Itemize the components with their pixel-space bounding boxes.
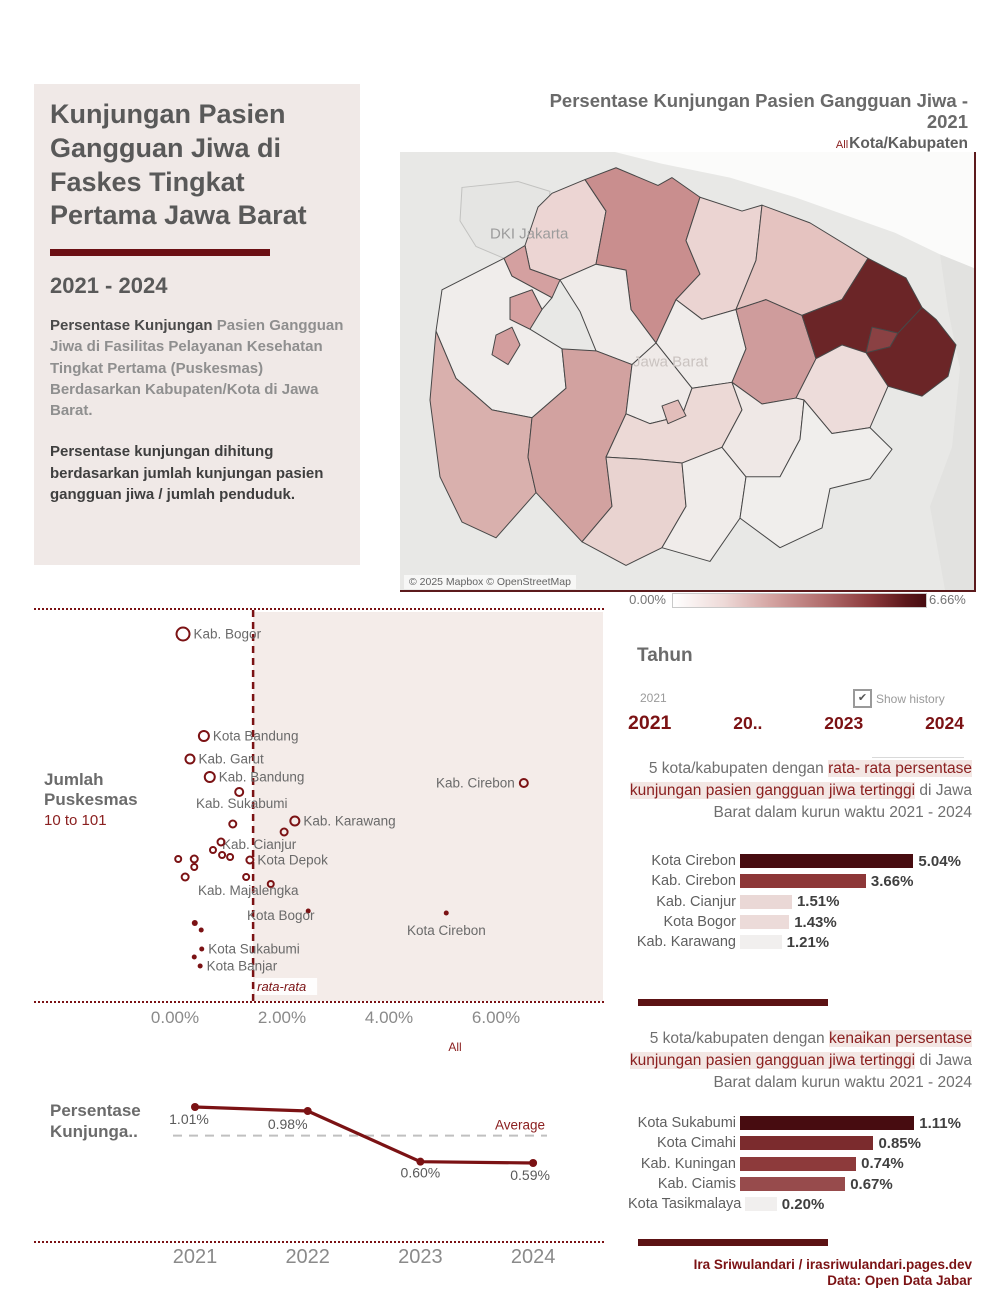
bar-row <box>628 1154 978 1174</box>
dki-label: DKI Jakarta <box>490 226 569 243</box>
size-legend-range: 10 to 101 <box>44 811 107 829</box>
line-point[interactable] <box>304 1107 312 1115</box>
scatter-bottom-border <box>34 1001 604 1003</box>
bar-label: Kota Cirebon <box>651 853 736 870</box>
bar-value: 1.43% <box>794 913 837 931</box>
text-segment: rata- rata persentase kunjungan pasien gangguan jiwa tertinggi <box>629 760 972 799</box>
bar-value: 1.11% <box>919 1114 961 1132</box>
text-segment: di Jawa Barat dalam kurun waktu 2021 - 2024 <box>713 1052 972 1091</box>
filter-value[interactable]: All <box>835 139 849 151</box>
average-band <box>253 612 603 1001</box>
bar-value: 1.51% <box>796 893 840 911</box>
show-history-control[interactable] <box>853 689 945 708</box>
line-chart-ylabel: Persentase Kunjunga.. <box>50 1101 141 1142</box>
year-tick-label: 2023 <box>398 1246 443 1268</box>
scatter-point[interactable] <box>444 911 449 916</box>
tahun-heading: Tahun <box>637 645 693 666</box>
bar[interactable] <box>740 1157 856 1171</box>
map-attribution: © 2025 Mapbox © OpenStreetMap <box>404 575 576 589</box>
scatter-point-label: Kab. Sukabumi <box>196 796 288 811</box>
year-slider-label-2023[interactable]: 2023 <box>824 713 864 733</box>
x-tick-label: 2.00% <box>257 1008 307 1027</box>
scatter-point-label: Kab. Majalengka <box>198 883 299 898</box>
description-1 <box>50 315 344 421</box>
bar-value: 0.74% <box>861 1155 904 1173</box>
year-tick-label: 2024 <box>510 1246 556 1268</box>
bar-label: Kab. Cianjur <box>656 893 736 910</box>
scatter-point[interactable] <box>219 852 225 858</box>
bar-row <box>628 912 978 932</box>
bar[interactable] <box>740 1136 873 1150</box>
scatter-point[interactable] <box>227 854 233 860</box>
bar-row <box>628 1113 978 1133</box>
filter-label: Kota/Kabupaten <box>849 135 968 152</box>
scatter-point-label: Kota Sukabumi <box>208 941 300 957</box>
bar-row <box>628 851 978 871</box>
scatter-point[interactable] <box>192 920 198 926</box>
text-segment: 5 kota/kabupaten dengan <box>648 760 829 777</box>
scatter-axis-caption: All <box>448 1040 462 1054</box>
scatter-point-label: Kota Banjar <box>206 958 278 974</box>
line-point[interactable] <box>529 1159 537 1167</box>
scatter-point[interactable] <box>243 874 249 880</box>
bar-label: Kab. Karawang <box>636 934 736 951</box>
bar-label: Kota Tasikmalaya <box>628 1196 742 1213</box>
bar-row <box>628 892 978 912</box>
scatter-point[interactable] <box>246 857 253 864</box>
bar-label: Kab. Cirebon <box>651 873 736 890</box>
scatter-point-label: Kota Bogor <box>247 908 315 923</box>
year-slider-label-20[interactable]: 20.. <box>733 713 763 733</box>
scatter-point[interactable] <box>177 628 190 641</box>
bar-row <box>628 1133 978 1153</box>
line-point-value: 0.59% <box>510 1167 550 1183</box>
line-bottom-border <box>34 1241 604 1243</box>
choropleth-map[interactable] <box>400 152 976 592</box>
line-point-value: 1.01% <box>169 1111 209 1127</box>
text-segment: Persentase Kunjungan <box>50 317 217 334</box>
bar-value: 0.20% <box>781 1195 825 1213</box>
bar-row <box>628 1194 978 1214</box>
year-slider-label-2024[interactable]: 2024 <box>925 713 964 733</box>
title-underline <box>50 249 270 256</box>
bar[interactable] <box>740 854 913 868</box>
bar[interactable] <box>740 1177 845 1191</box>
year-tick-label: 2022 <box>285 1246 330 1268</box>
bar-row <box>628 1174 978 1194</box>
period-label: 2021 - 2024 <box>50 273 168 298</box>
bar-value: 0.67% <box>850 1175 893 1193</box>
bar-row <box>628 871 978 891</box>
scatter-point-label: Kab. Cirebon <box>436 775 515 791</box>
legend-max-label: 6.66% <box>929 592 966 607</box>
text-segment: di Jawa Barat dalam kurun waktu 2021 - 2024 <box>713 782 972 821</box>
scatter-point-label: Kab. Karawang <box>303 813 396 829</box>
scatter-point[interactable] <box>199 928 204 933</box>
bar-label: Kab. Ciamis <box>657 1176 736 1193</box>
scatter-point[interactable] <box>235 788 243 796</box>
description-2: Persentase kunjungan dihitung berdasarkan jumlah kunjungan pasien gangguan jiwa / jumlah penduduk. <box>50 443 324 504</box>
avg-line-label: rata-rata <box>257 979 307 994</box>
bar[interactable] <box>740 915 789 929</box>
show-history-checkbox[interactable]: ✔ <box>853 689 872 708</box>
x-tick-label: 0.00% <box>150 1008 200 1027</box>
top5-increase-bars <box>628 1113 978 1214</box>
legend-min-label: 0.00% <box>629 592 666 607</box>
line-x-axis <box>34 1246 604 1274</box>
scatter-point[interactable] <box>198 964 203 969</box>
year-slider[interactable] <box>628 712 964 735</box>
line-point[interactable] <box>191 1103 199 1111</box>
scatter-point[interactable] <box>182 874 189 881</box>
title-card <box>34 84 360 565</box>
scatter-point[interactable] <box>175 856 181 862</box>
scatter-point[interactable] <box>199 731 209 741</box>
bar-row <box>628 932 978 952</box>
x-tick-label: 6.00% <box>471 1008 521 1027</box>
scatter-point[interactable] <box>205 772 215 782</box>
scatter-point-label: Kota Depok <box>257 852 328 868</box>
scatter-point[interactable] <box>229 821 236 828</box>
year-tick-label: 2021 <box>172 1246 218 1268</box>
jabar-map-svg <box>400 152 974 590</box>
bar-value: 0.85% <box>878 1134 921 1152</box>
text-segment: Pasien Gangguan Jiwa di Fasilitas Pelayanan Kesehatan Tingkat Pertama (Puskesmas) Berdasarkan Kabupaten/Kota di Jawa Barat. <box>50 317 344 420</box>
scatter-point-label: Kab. Garut <box>198 751 264 767</box>
bar[interactable] <box>740 1116 914 1130</box>
footer-credit: Ira Sriwulandari / irasriwulandari.pages.dev <box>693 1257 972 1272</box>
divider-2 <box>638 1239 828 1246</box>
x-tick-label: 4.00% <box>364 1008 414 1027</box>
scatter-x-axis <box>34 1008 604 1032</box>
show-history-label: Show history <box>876 691 945 706</box>
bar-label: Kota Bogor <box>663 914 736 931</box>
average-line-label: Average <box>494 1117 545 1133</box>
size-legend <box>44 770 184 829</box>
footer-source: Data: Open Data Jabar <box>827 1273 972 1289</box>
scatter-point-label: Kota Cirebon <box>407 923 486 938</box>
bar-label: Kota Sukabumi <box>637 1115 736 1132</box>
top5-increase-title <box>628 1028 972 1094</box>
kota-kabupaten-filter[interactable] <box>430 135 968 153</box>
footer <box>628 1257 972 1289</box>
scatter-point[interactable] <box>199 947 204 952</box>
bar-value: 5.04% <box>918 852 961 870</box>
map-watermark: Jawa Barat <box>633 354 709 371</box>
bar[interactable] <box>740 895 792 909</box>
bar-label: Kab. Kuningan <box>640 1155 736 1172</box>
scatter-point[interactable] <box>185 755 194 764</box>
scatter-point-label: Kab. Bandung <box>218 769 305 785</box>
trend-line-chart[interactable] <box>34 1058 604 1243</box>
top5-average-title <box>628 758 972 824</box>
size-legend-title: Jumlah Puskesmas <box>44 770 138 810</box>
scatter-point[interactable] <box>191 856 198 863</box>
scatter-point[interactable] <box>191 864 197 870</box>
year-slider-label-2021[interactable]: 2021 <box>628 712 672 734</box>
page-title: Kunjungan Pasien Gangguan Jiwa di Faskes Tingkat Pertama Jawa Barat <box>50 99 307 231</box>
scatter-point-label: Kab. Bogor <box>193 626 262 642</box>
bar[interactable] <box>740 935 782 949</box>
scatter-point-label: Kab. Cianjur <box>222 837 297 852</box>
text-segment: kenaikan persentase kunjungan pasien gangguan jiwa tertinggi <box>629 1030 972 1069</box>
bar-value: 3.66% <box>870 872 914 890</box>
line-point-value: 0.98% <box>267 1116 308 1132</box>
map-title: Persentase Kunjungan Pasien Gangguan Jiwa - 2021 <box>549 90 968 132</box>
scatter-point[interactable] <box>192 955 197 960</box>
bar[interactable] <box>740 874 866 888</box>
tahun-current-value: 2021 <box>640 691 667 705</box>
top5-average-bars <box>628 851 978 952</box>
text-segment: 5 kota/kabupaten dengan <box>649 1030 829 1047</box>
bar[interactable] <box>745 1197 776 1211</box>
bar-label: Kota Cimahi <box>657 1135 736 1152</box>
divider-1 <box>638 999 828 1006</box>
bar-value: 1.21% <box>786 933 830 951</box>
scatter-point-label: Kota Bandung <box>212 728 299 744</box>
line-point-value: 0.60% <box>400 1164 441 1181</box>
scatter-point[interactable] <box>210 847 216 853</box>
color-scale <box>672 593 927 608</box>
